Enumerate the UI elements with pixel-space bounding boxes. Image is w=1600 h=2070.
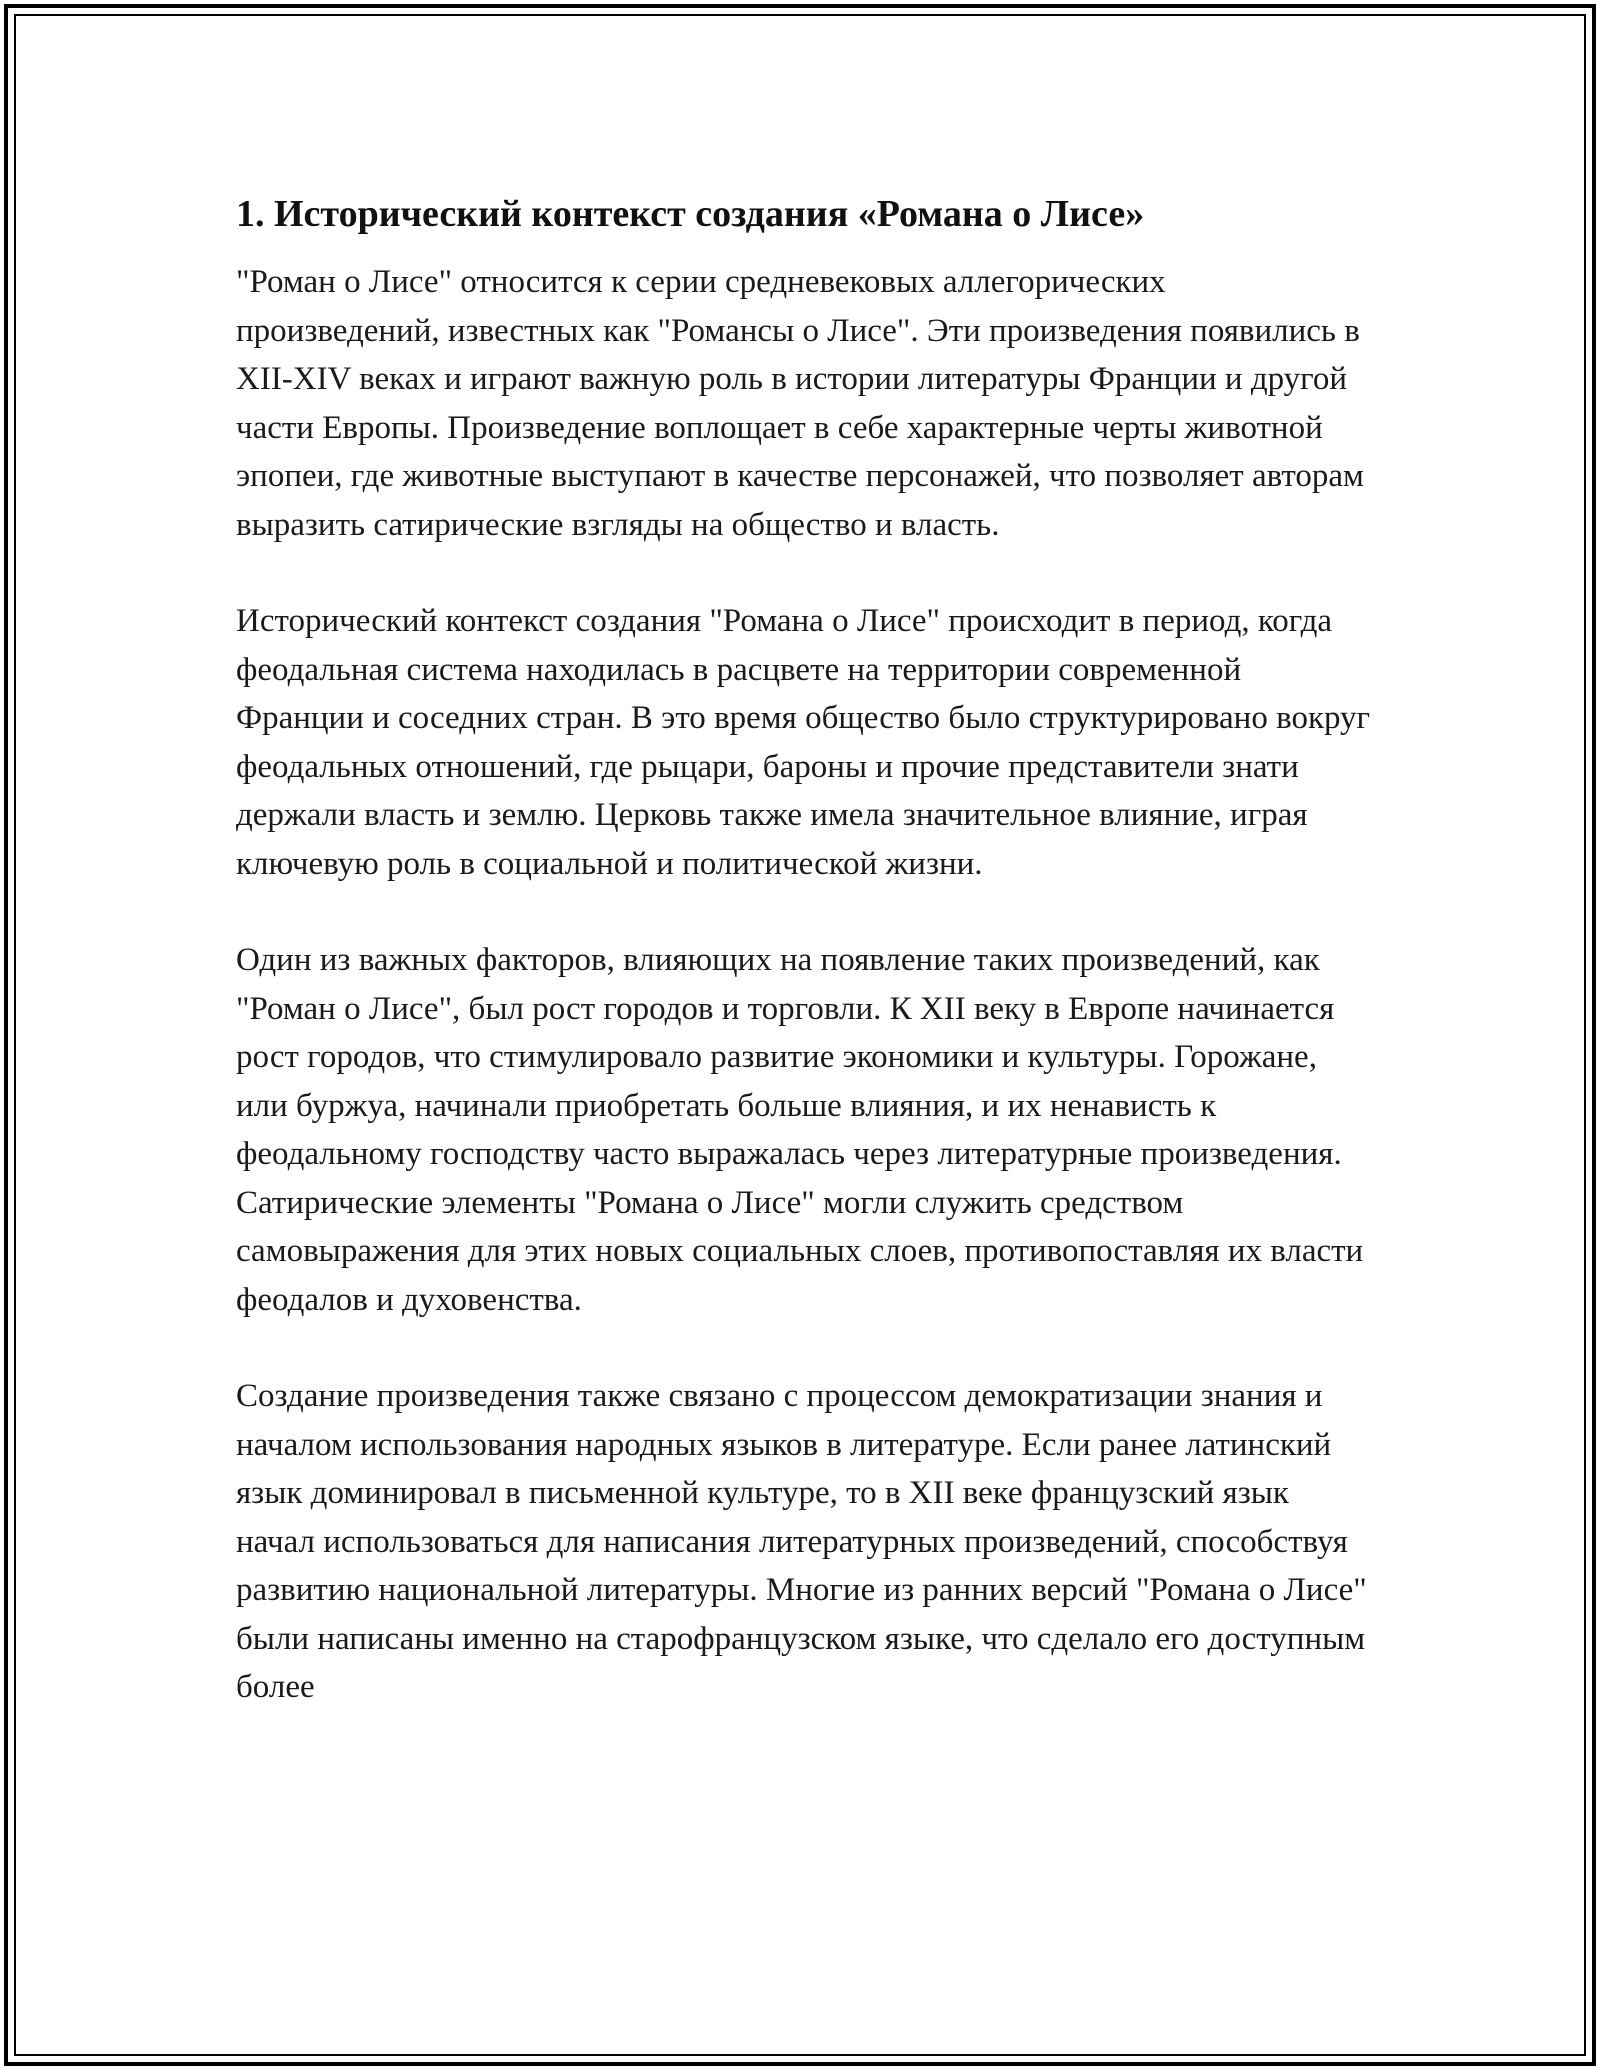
section-heading: 1. Исторический контекст создания «Романа о Лисе» bbox=[236, 193, 1145, 235]
paragraph-2: Исторический контекст создания "Романа о Лисе" происходит в период, когда феодальная система находилась в расцвете на территории современной Франции и соседних стран. В это время общество было структурировано вокруг феодальных отношений, где рыцари, бароны и прочие представители знати держали власть и землю. Церковь также имела значительное влияние, играя ключевую роль в социальной и политической жизни. bbox=[236, 603, 1371, 882]
paragraph-1: "Роман о Лисе" относится к серии средневековых аллегорических произведений, известных как "Романсы о Лисе". Эти произведения появились в XII-XIV веках и играют важную роль в истории литературы Франции и другой части Европы. Произведение воплощает в себе характерные черты животной эпопеи, где животные выступают в качестве персонажей, что позволяет авторам выразить сатирические взгляды на общество и власть. bbox=[236, 264, 1364, 543]
paragraph-4: Создание произведения также связано с процессом демократизации знания и началом использования народных языков в литературе. Если ранее латинский язык доминировал в письменной культуре, то в XII веке французский язык начал использоваться для написания литературных произведений, способствуя развитию национальной литературы. Многие из ранних версий "Романа о Лисе" были написаны именно на старофранцузском языке, что сделало его доступным более bbox=[236, 1378, 1367, 1705]
paragraph-3: Один из важных факторов, влияющих на появление таких произведений, как "Роман о Лисе", был рост городов и торговли. К XII веку в Европе начинается рост городов, что стимулировало развитие экономики и культуры. Горожане, или буржуа, начинали приобретать больше влияния, и их ненависть к феодальному господству часто выражалась через литературные произведения. Сатирические элементы "Романа о Лисе" могли служить средством самовыражения для этих новых социальных слоев, противопоставляя их власти феодалов и духовенства. bbox=[236, 942, 1364, 1318]
document-body bbox=[236, 186, 1376, 1760]
